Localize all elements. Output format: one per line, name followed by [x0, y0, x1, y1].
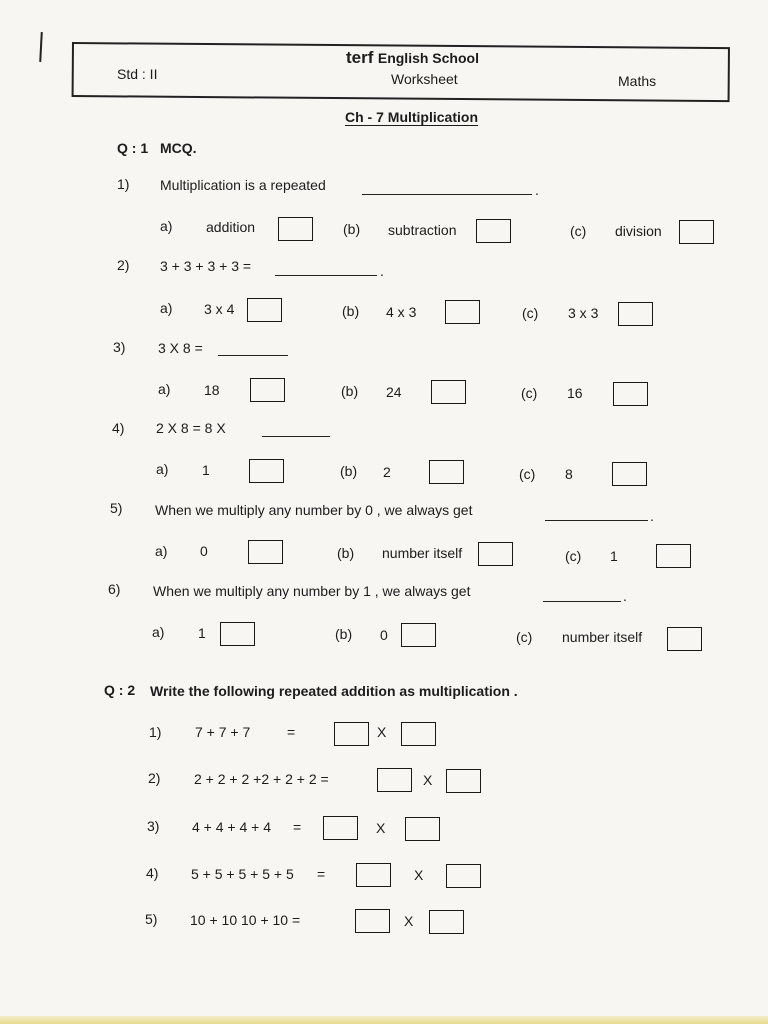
answer-blank[interactable] — [218, 355, 288, 356]
doc-type-label: Worksheet — [391, 71, 458, 87]
page-bottom-edge — [0, 1016, 768, 1024]
subject-label: Maths — [618, 73, 657, 89]
q2-label: Q : 2 — [104, 682, 136, 698]
item-number: 2) — [148, 770, 161, 786]
answer-blank[interactable] — [543, 601, 621, 602]
question-number: 6) — [108, 581, 121, 597]
answer-checkbox[interactable] — [248, 540, 283, 564]
question-end-mark: . — [380, 263, 384, 279]
option-letter: (b) — [341, 383, 359, 399]
factor-box[interactable] — [446, 864, 481, 888]
addition-expression: 5 + 5 + 5 + 5 + 5 — [191, 866, 294, 882]
item-number: 1) — [149, 724, 162, 740]
question-text: 3 X 8 = — [158, 340, 203, 356]
option-text: 18 — [204, 382, 220, 398]
answer-checkbox[interactable] — [656, 544, 691, 568]
factor-box[interactable] — [355, 909, 390, 933]
question-text: 3 + 3 + 3 + 3 = — [160, 258, 252, 274]
times-sign: X — [404, 913, 414, 929]
addition-expression: 4 + 4 + 4 + 4 — [192, 819, 272, 835]
answer-checkbox[interactable] — [429, 460, 464, 484]
equals-sign: = — [287, 724, 296, 740]
option-text: 16 — [567, 385, 583, 401]
option-letter: (b) — [335, 626, 353, 642]
option-letter: (b) — [337, 545, 355, 561]
q1-label: Q : 1 — [117, 140, 149, 156]
option-letter: a) — [152, 624, 165, 640]
times-sign: X — [423, 772, 433, 788]
option-text: 1 — [610, 548, 618, 564]
answer-checkbox[interactable] — [278, 217, 313, 241]
option-letter: (c) — [521, 385, 538, 401]
factor-box[interactable] — [405, 817, 440, 841]
answer-checkbox[interactable] — [247, 298, 282, 322]
option-text: 3 x 4 — [204, 301, 235, 317]
times-sign: X — [414, 867, 424, 883]
answer-checkbox[interactable] — [249, 459, 284, 483]
option-text: division — [615, 223, 662, 239]
answer-checkbox[interactable] — [618, 302, 653, 326]
equals-sign: = — [293, 819, 302, 835]
option-letter: a) — [158, 381, 171, 397]
question-end-mark: . — [535, 182, 539, 198]
answer-checkbox[interactable] — [667, 627, 702, 651]
option-text: addition — [206, 219, 256, 235]
answer-checkbox[interactable] — [679, 220, 714, 244]
question-text: 2 X 8 = 8 X — [156, 420, 226, 436]
option-letter: a) — [160, 300, 173, 316]
answer-blank[interactable] — [362, 194, 532, 195]
option-letter: (b) — [342, 303, 360, 319]
question-text: Multiplication is a repeated — [160, 177, 326, 193]
option-text: subtraction — [388, 222, 457, 238]
addition-expression: 10 + 10 10 + 10 = — [190, 912, 301, 928]
option-text: number itself — [382, 545, 463, 561]
option-letter: (c) — [570, 223, 587, 239]
times-sign: X — [376, 820, 386, 836]
equals-sign: = — [317, 866, 326, 882]
standard-label: Std : II — [117, 66, 158, 82]
option-letter: a) — [156, 461, 169, 477]
factor-box[interactable] — [323, 816, 358, 840]
option-letter: (b) — [343, 221, 361, 237]
option-letter: (c) — [519, 466, 536, 482]
item-number: 5) — [145, 911, 158, 927]
option-text: 2 — [383, 464, 391, 480]
pen-mark — [39, 32, 43, 62]
school-name: terf English School — [346, 48, 479, 67]
times-sign: X — [377, 724, 387, 740]
addition-expression: 2 + 2 + 2 +2 + 2 + 2 = — [194, 771, 329, 787]
option-letter: (c) — [565, 548, 582, 564]
factor-box[interactable] — [401, 722, 436, 746]
option-text: 0 — [380, 627, 388, 643]
answer-blank[interactable] — [275, 275, 377, 276]
option-letter: (c) — [522, 305, 539, 321]
option-text: 1 — [202, 462, 210, 478]
answer-checkbox[interactable] — [478, 542, 513, 566]
option-letter: a) — [155, 543, 168, 559]
q2-heading: Write the following repeated addition as multiplication . — [150, 683, 518, 699]
answer-blank[interactable] — [545, 520, 648, 521]
option-letter: a) — [160, 218, 173, 234]
answer-checkbox[interactable] — [445, 300, 480, 324]
factor-box[interactable] — [429, 910, 464, 934]
question-number: 5) — [110, 500, 123, 516]
question-text: When we multiply any number by 0 , we always get — [155, 502, 473, 518]
factor-box[interactable] — [334, 722, 369, 746]
answer-checkbox[interactable] — [613, 382, 648, 406]
option-text: number itself — [562, 629, 643, 645]
question-number: 4) — [112, 420, 125, 436]
question-end-mark: . — [650, 508, 654, 524]
answer-checkbox[interactable] — [476, 219, 511, 243]
item-number: 4) — [146, 865, 159, 881]
question-number: 1) — [117, 176, 130, 192]
option-text: 24 — [386, 384, 402, 400]
item-number: 3) — [147, 818, 160, 834]
answer-checkbox[interactable] — [612, 462, 647, 486]
question-number: 3) — [113, 339, 126, 355]
answer-checkbox[interactable] — [401, 623, 436, 647]
addition-expression: 7 + 7 + 7 — [195, 724, 251, 740]
question-text: When we multiply any number by 1 , we always get — [153, 583, 471, 599]
chapter-title: Ch - 7 Multiplication — [345, 109, 478, 125]
factor-box[interactable] — [377, 768, 412, 792]
answer-blank[interactable] — [262, 436, 330, 437]
factor-box[interactable] — [356, 863, 391, 887]
factor-box[interactable] — [446, 769, 481, 793]
option-letter: (b) — [340, 463, 358, 479]
option-text: 3 x 3 — [568, 305, 599, 321]
option-text: 8 — [565, 466, 573, 482]
option-text: 0 — [200, 543, 208, 559]
question-end-mark: . — [623, 588, 627, 604]
answer-checkbox[interactable] — [431, 380, 466, 404]
answer-checkbox[interactable] — [220, 622, 255, 646]
question-number: 2) — [117, 257, 130, 273]
option-letter: (c) — [516, 629, 533, 645]
q1-heading: MCQ. — [160, 140, 197, 156]
option-text: 1 — [198, 625, 206, 641]
option-text: 4 x 3 — [386, 304, 417, 320]
answer-checkbox[interactable] — [250, 378, 285, 402]
